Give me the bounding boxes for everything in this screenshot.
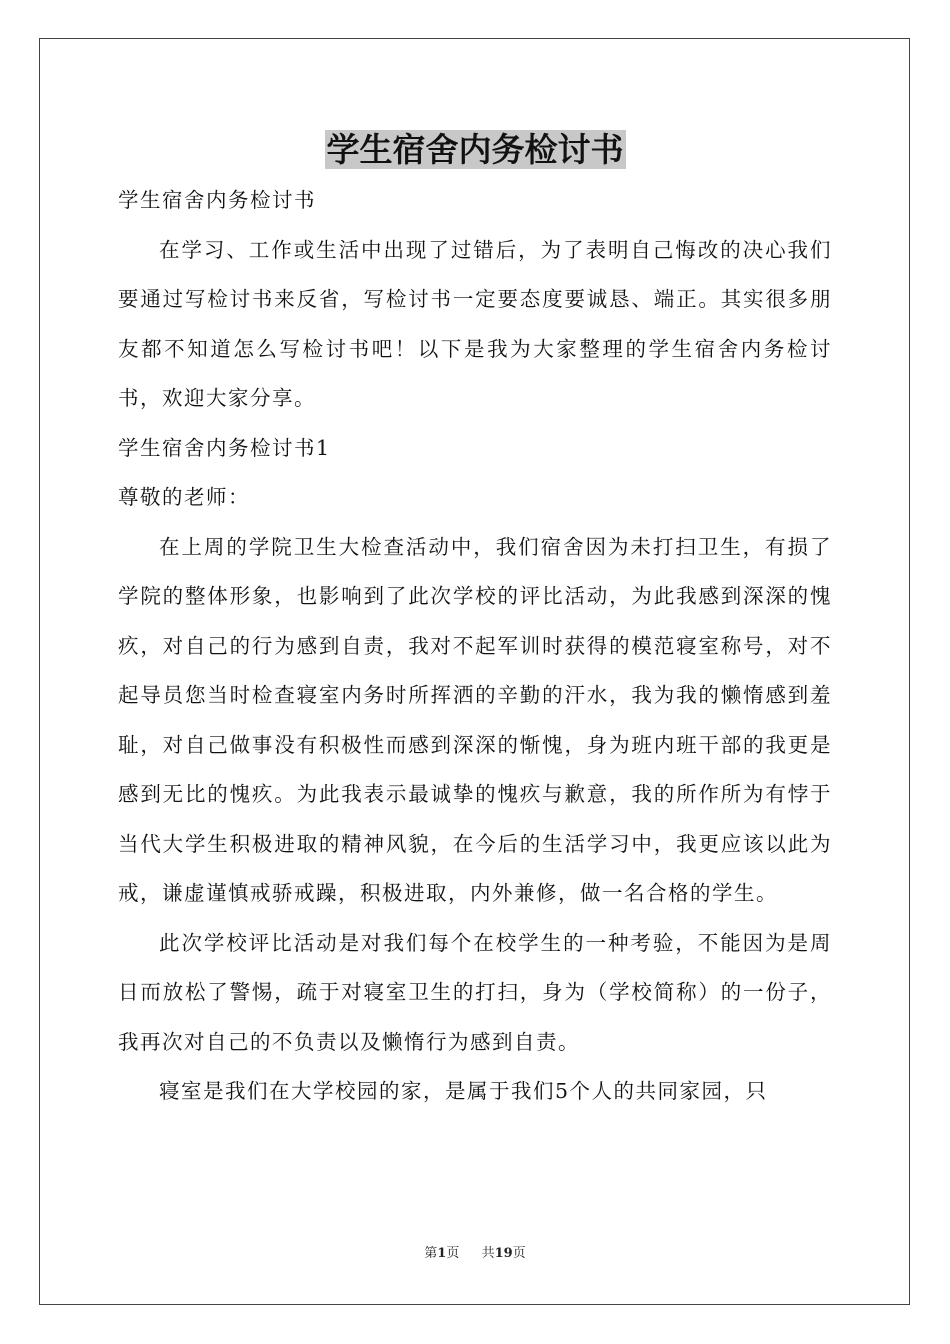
paragraph-body-3: 寝室是我们在大学校园的家，是属于我们5个人的共同家园，只 xyxy=(159,1079,768,1103)
paragraph-body-2: 此次学校评比活动是对我们每个在校学生的一种考验，不能因为是周日而放松了警惕，疏于对寝室卫生的打扫，身为（学校简称）的一份子，我再次对自己的不负责以及懒惰行为感到自责。 xyxy=(118,930,832,1054)
document-title-text: 学生宿舍内务检讨书 xyxy=(326,130,624,169)
page-suffix: 页 xyxy=(446,1246,460,1261)
total-pages: 19 xyxy=(494,1246,513,1261)
total-prefix: 共 xyxy=(481,1246,495,1261)
total-suffix: 页 xyxy=(512,1246,526,1261)
paragraph-salutation: 尊敬的老师： xyxy=(118,485,250,509)
total-pages-indicator xyxy=(482,1245,526,1263)
page-indicator xyxy=(424,1245,459,1263)
paragraph-body-1: 在上周的学院卫生大检查活动中，我们宿舍因为未打扫卫生，有损了学院的整体形象，也影响到了此次学校的评比活动，为此我感到深深的愧疚，对自己的行为感到自责，我对不起军训时获得的模范寝室称号，对不起导员您当时检查寝室内务时所挥洒的辛勤的汗水，我为我的懒惰感到羞耻，对自己做事没有积极性而感到深深的惭愧，身为班内班干部的我更是感到无比的愧疚。为此我表示最诚挚的愧疚与歉意，我的所作所为有悖于当代大学生积极进取的精神风貌，在今后的生活学习中，我更应该以此为戒，谦虚谨慎戒骄戒躁，积极进取，内外兼修，做一名合格的学生。 xyxy=(118,534,832,905)
page-number: 1 xyxy=(437,1246,447,1261)
paragraph-section-heading: 学生宿舍内务检讨书1 xyxy=(118,435,331,460)
document-body xyxy=(118,176,832,1117)
document-title xyxy=(0,128,950,172)
page-prefix: 第 xyxy=(424,1246,438,1261)
paragraph-intro: 在学习、工作或生活中出现了过错后，为了表明自己悔改的决心我们要通过写检讨书来反省，写检讨书一定要态度要诚恳、端正。其实很多朋友都不知道怎么写检讨书吧！以下是我为大家整理的学生宿舍内务检讨书，欢迎大家分享。 xyxy=(118,237,832,410)
page-footer xyxy=(0,1245,950,1263)
paragraph-subtitle: 学生宿舍内务检讨书 xyxy=(118,188,316,212)
